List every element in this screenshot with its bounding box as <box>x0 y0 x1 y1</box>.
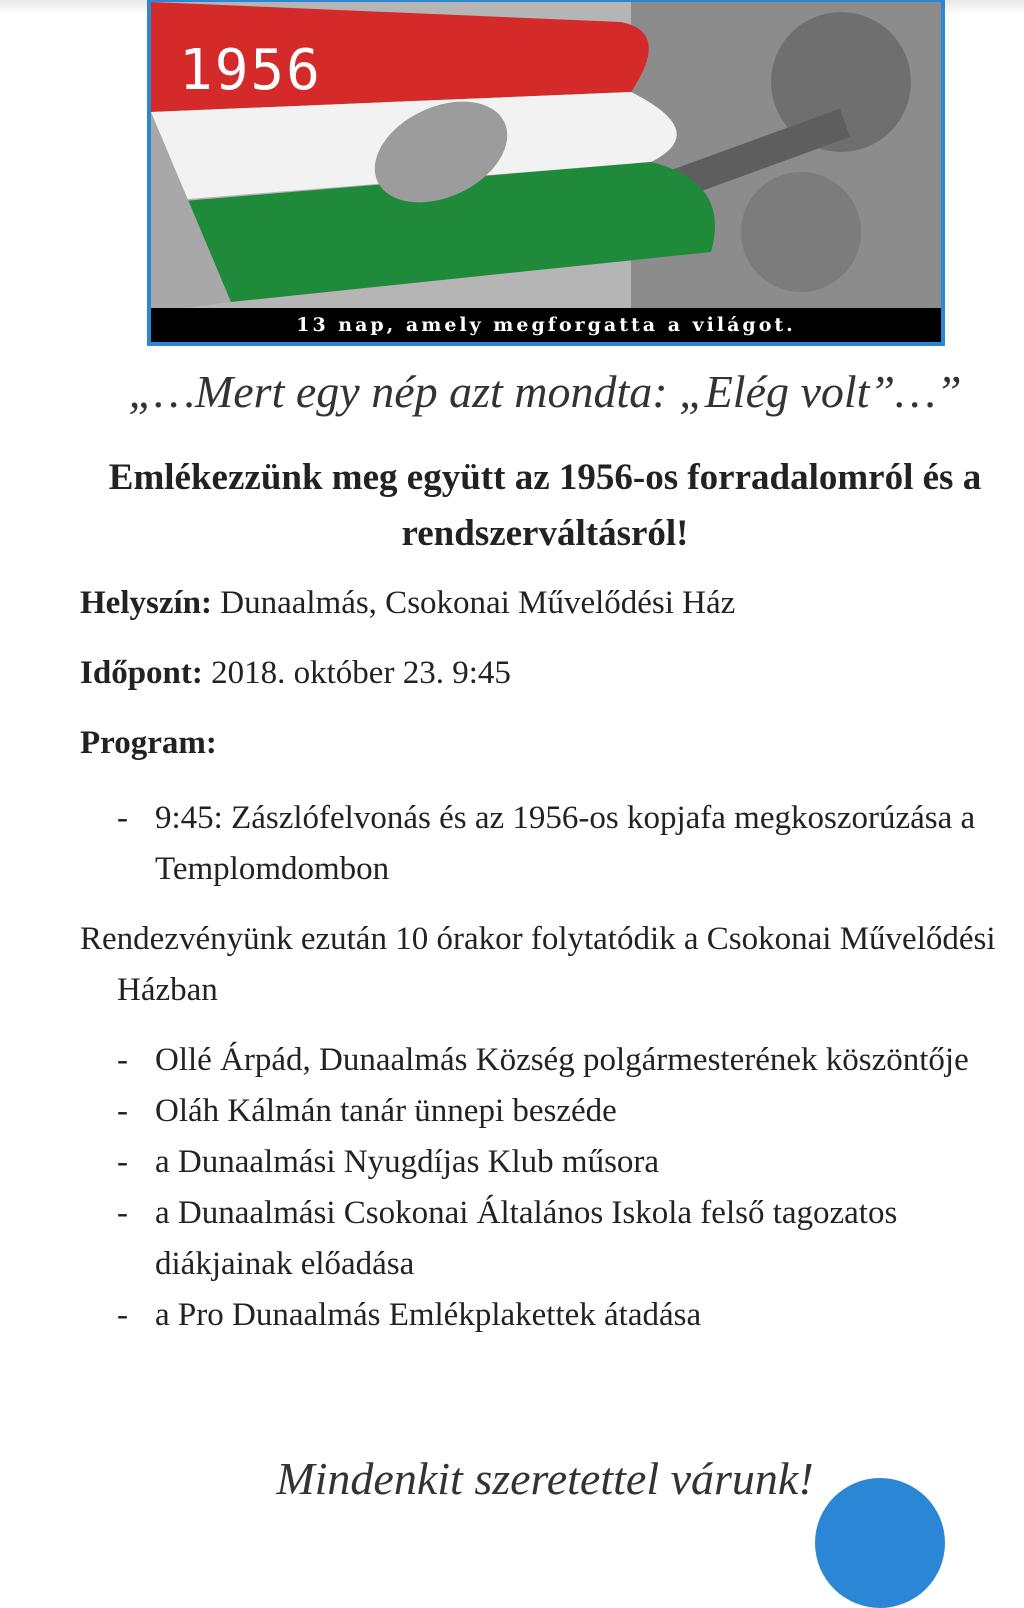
program-first-list <box>117 793 997 895</box>
list-item: - Ollé Árpád, Dunaalmás Község polgármesterének köszöntője <box>117 1042 969 1078</box>
program-line <box>80 725 217 762</box>
list-item: - a Dunaalmási Nyugdíjas Klub műsora <box>117 1144 660 1180</box>
location-value: Dunaalmás, Csokonai Művelődési Ház <box>211 585 736 621</box>
list-item-text: Oláh Kálmán tanár ünnepi beszéde <box>155 1093 617 1129</box>
list-item-text: a Dunaalmási Csokonai Általános Iskola felső tagozatos diákjainak előadása <box>155 1195 898 1282</box>
program-continuation: Rendezvényünk ezután 10 órakor folytatódik a Csokonai Művelődési Házban <box>80 921 996 1008</box>
hero-caption: 13 nap, amely megforgatta a világot. <box>151 308 941 342</box>
subtitle-heading: Emlékezzünk meg együtt az 1956-os forradalomról és a rendszerváltásról! <box>108 457 982 554</box>
list-item-text: 9:45: Zászlófelvonás és az 1956-os kopjafa megkoszorúzása a Templomdombon <box>155 800 976 887</box>
list-item-text: Ollé Árpád, Dunaalmás Község polgármesterének köszöntője <box>155 1042 969 1078</box>
list-item-text: a Dunaalmási Nyugdíjas Klub műsora <box>155 1144 660 1180</box>
time-line <box>80 655 511 692</box>
list-item: - 9:45: Zászlófelvonás és az 1956-os kopjafa megkoszorúzása a Templomdombon <box>117 800 976 887</box>
program-label: Program: <box>80 725 217 761</box>
location-line <box>80 585 735 622</box>
quote-heading: „…Mert egy nép azt mondta: „Elég volt”…” <box>128 366 962 417</box>
closing-text: Mindenkit szeretettel várunk! <box>276 1453 814 1504</box>
flag-year: 1956 <box>179 38 322 103</box>
list-item: - Oláh Kálmán tanár ünnepi beszéde <box>117 1093 617 1129</box>
time-value: 2018. október 23. 9:45 <box>202 655 511 691</box>
list-item: - a Pro Dunaalmás Emlékplakettek átadása <box>117 1297 702 1333</box>
floating-action-button[interactable] <box>815 1478 945 1608</box>
time-label: Időpont: <box>80 655 203 691</box>
list-item: - a Dunaalmási Csokonai Általános Iskola felső tagozatos diákjainak előadása <box>117 1195 898 1282</box>
list-item-text: a Pro Dunaalmás Emlékplakettek átadása <box>155 1297 702 1333</box>
program-list <box>117 1035 997 1341</box>
hero-image <box>147 0 945 346</box>
hero-image-content <box>151 2 941 342</box>
location-label: Helyszín: <box>80 585 212 621</box>
